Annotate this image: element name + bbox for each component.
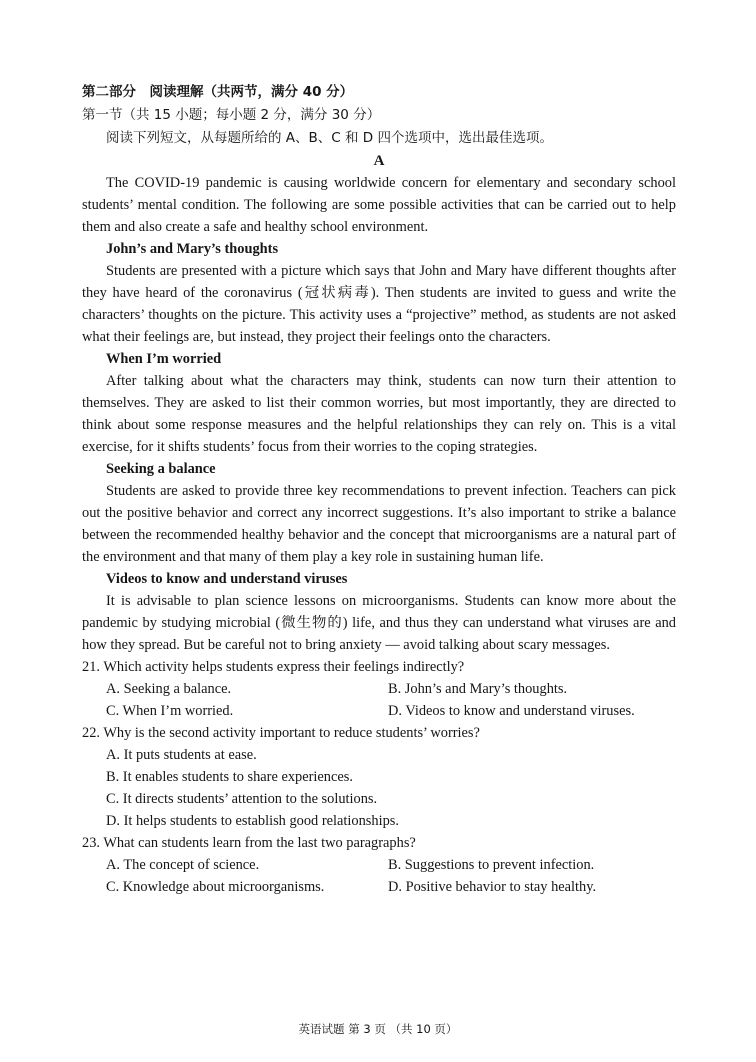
instructions: 阅读下列短文，从每题所给的 A、B、C 和 D 四个选项中，选出最佳选项。 xyxy=(106,130,553,146)
option: A. The concept of science. xyxy=(106,857,260,873)
section-heading: When I’m worried xyxy=(106,351,222,367)
question-stem: 22. Why is the second activity important to reduce students’ worries? xyxy=(82,725,480,741)
option: B. John’s and Mary’s thoughts. xyxy=(388,681,568,697)
part-title: 第二部分 阅读理解（共两节，满分 40 分） xyxy=(82,84,354,100)
question-options xyxy=(82,678,676,722)
passage-intro: The COVID-19 pandemic is causing worldwide concern for elementary and secondary school students’ mental condition. The following are some possible activities that can be carried out to help them and also create a safe and healthy school environment. xyxy=(82,175,676,235)
section-paragraph: After talking about what the characters may think, students can now turn their attention to themselves. They are asked to list their common worries, but most importantly, they are directed to think about some response measures and the helpful relationships they can rely on. This is a vital exercise, for it shifts students’ focus from their worries to the coping strategies. xyxy=(82,373,676,455)
page-footer: 英语试题 第 3 页 （共 10 页） xyxy=(298,1022,458,1036)
exam-page xyxy=(82,80,676,898)
option: B. It enables students to share experiences. xyxy=(106,769,353,785)
section-paragraph: Students are asked to provide three key recommendations to prevent infection. Teachers can pick out the positive behavior and correct any incorrect suggestions. It’s also important to strike a balance between the recommended healthy behavior and the concept that microorganisms are a natural part of the environment and that many of them play a key role in sustaining human life. xyxy=(82,483,676,565)
option: D. Positive behavior to stay healthy. xyxy=(388,879,597,895)
question-options xyxy=(82,854,676,898)
section-title: 第一节（共 15 小题；每小题 2 分，满分 30 分） xyxy=(82,107,381,123)
option: B. Suggestions to prevent infection. xyxy=(388,857,595,873)
section-heading: Seeking a balance xyxy=(106,461,216,477)
passage-label: A xyxy=(373,153,385,169)
section-heading: Videos to know and understand viruses xyxy=(106,571,348,587)
section-paragraph: It is advisable to plan science lessons on microorganisms. Students can know more about the pandemic by studying microbial (微生物的) life, and thus they can understand what viruses are and how they spread. But be careful not to bring anxiety — avoid talking about scary messages. xyxy=(82,593,676,653)
option: A. It puts students at ease. xyxy=(106,747,257,763)
option: D. Videos to know and understand viruses. xyxy=(388,703,635,719)
option: D. It helps students to establish good relationships. xyxy=(106,813,399,829)
option: C. When I’m worried. xyxy=(106,703,234,719)
option: C. It directs students’ attention to the solutions. xyxy=(106,791,378,807)
section-heading: John’s and Mary’s thoughts xyxy=(106,241,279,257)
question-stem: 23. What can students learn from the last two paragraphs? xyxy=(82,835,416,851)
section-paragraph: Students are presented with a picture which says that John and Mary have different thoughts after they have heard of the coronavirus (冠状病毒). Then students are invited to guess and write the characters’ thoughts on the picture. This activity uses a “projective” method, as students are not asked what their feelings are, but instead, they project their feelings onto the characters. xyxy=(82,263,676,345)
option: C. Knowledge about microorganisms. xyxy=(106,879,325,895)
question-stem: 21. Which activity helps students express their feelings indirectly? xyxy=(82,659,465,675)
option: A. Seeking a balance. xyxy=(106,681,232,697)
